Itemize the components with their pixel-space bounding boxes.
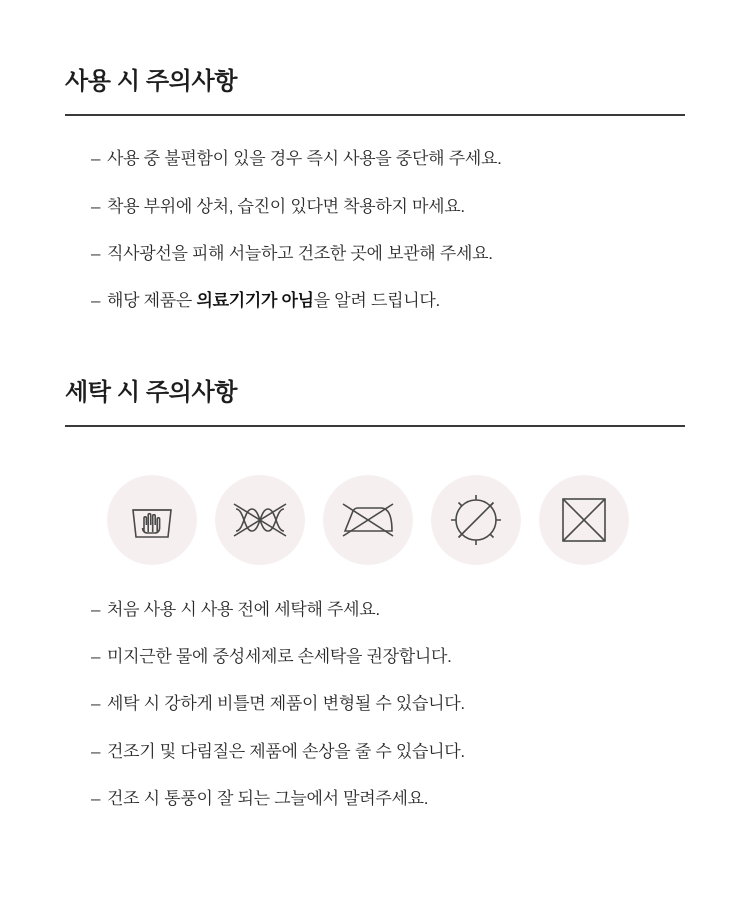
emphasis-text: 의료기기가 아님 xyxy=(196,291,314,311)
do-not-iron-icon xyxy=(323,475,413,565)
list-item xyxy=(91,739,685,765)
bullet-dash: – xyxy=(91,243,101,263)
page-title-usage: 사용 시 주의사항 xyxy=(65,68,238,95)
bullet-dash: – xyxy=(91,291,101,311)
list-item-text: 미지근한 물에 중성세제로 손세탁을 권장합니다. xyxy=(107,647,452,667)
bullet-dash: – xyxy=(91,647,101,667)
list-item xyxy=(91,644,685,670)
washing-precautions-section xyxy=(65,315,685,813)
title-divider-usage xyxy=(65,114,685,116)
list-item-text: 세탁 시 강하게 비틀면 제품이 변형될 수 있습니다. xyxy=(107,694,465,714)
list-item-text: 해당 제품은 의료기기가 아님을 알려 드립니다. xyxy=(107,291,440,311)
page-title-washing: 세탁 시 주의사항 xyxy=(65,378,238,406)
list-item-text: 착용 부위에 상처, 습진이 있다면 착용하지 마세요. xyxy=(107,196,465,216)
bullet-dash: – xyxy=(91,741,101,761)
list-item xyxy=(91,194,685,220)
bullet-dash: – xyxy=(91,694,101,714)
hand-wash-icon xyxy=(107,475,197,565)
title-divider-washing xyxy=(65,425,685,427)
list-item xyxy=(91,288,685,314)
list-item-text: 직사광선을 피해 서늘하고 건조한 곳에 보관해 주세요. xyxy=(107,243,493,263)
care-symbol-row xyxy=(65,457,685,591)
list-item-text: 건조기 및 다림질은 제품에 손상을 줄 수 있습니다. xyxy=(107,741,465,761)
list-item-text: 처음 사용 시 사용 전에 세탁해 주세요. xyxy=(107,599,380,619)
list-item-text: 건조 시 통풍이 잘 되는 그늘에서 말려주세요. xyxy=(107,789,429,809)
list-item xyxy=(91,146,685,172)
bullet-dash: – xyxy=(91,789,101,809)
do-not-dry-clean-icon xyxy=(539,475,629,565)
list-item xyxy=(91,691,685,717)
list-item xyxy=(91,241,685,267)
usage-precautions-list xyxy=(65,146,685,314)
list-item-text: 사용 중 불편함이 있을 경우 즉시 사용을 중단해 주세요. xyxy=(107,149,502,169)
washing-precautions-list xyxy=(65,591,685,813)
list-item xyxy=(91,597,685,623)
list-item xyxy=(91,786,685,812)
bullet-dash: – xyxy=(91,196,101,216)
bullet-dash: – xyxy=(91,149,101,169)
do-not-wring-icon xyxy=(215,475,305,565)
usage-precautions-section xyxy=(65,0,685,315)
bullet-dash: – xyxy=(91,599,101,619)
do-not-tumble-dry-icon xyxy=(431,475,521,565)
